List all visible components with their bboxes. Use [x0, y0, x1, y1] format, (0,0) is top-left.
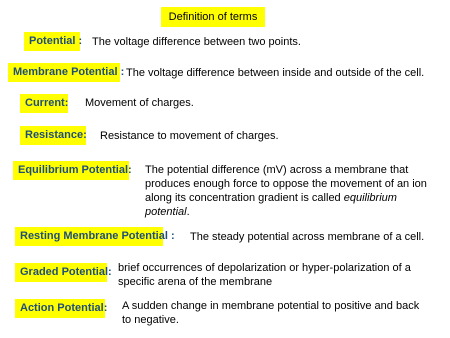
slide-title: Definition of terms: [161, 7, 265, 27]
definition-graded-potential: brief occurrences of depolarization or hyper-polarization of a specific arena of the membrane: [118, 262, 411, 288]
term-resistance: Resistance:: [20, 126, 86, 145]
term-current: Current:: [20, 94, 68, 113]
definition-equilibrium-potential: The potential difference (mV) across a membrane that produces enough force to oppose the movement of an ion along its concentration gradient is called equilibrium potential.: [145, 164, 427, 218]
term-potential: Potential :: [24, 32, 80, 51]
definition-potential: The voltage difference between two points.: [92, 36, 301, 48]
term-resting-membrane-potential: Resting Membrane Potential :: [15, 227, 163, 246]
term-graded-potential: Graded Potential:: [15, 263, 107, 282]
term-equilibrium-potential: Equilibrium Potential:: [13, 161, 129, 180]
term-action-potential: Action Potential:: [15, 299, 105, 318]
term-membrane-potential: Membrane Potential :: [8, 63, 120, 82]
definition-membrane-potential: The voltage difference between inside and outside of the cell.: [126, 67, 425, 79]
definition-resistance: Resistance to movement of charges.: [100, 130, 279, 142]
definition-resting-membrane-potential: The steady potential across membrane of a cell.: [190, 231, 425, 243]
definition-action-potential: A sudden change in membrane potential to positive and back to negative.: [122, 300, 420, 326]
definition-current: Movement of charges.: [85, 97, 194, 109]
